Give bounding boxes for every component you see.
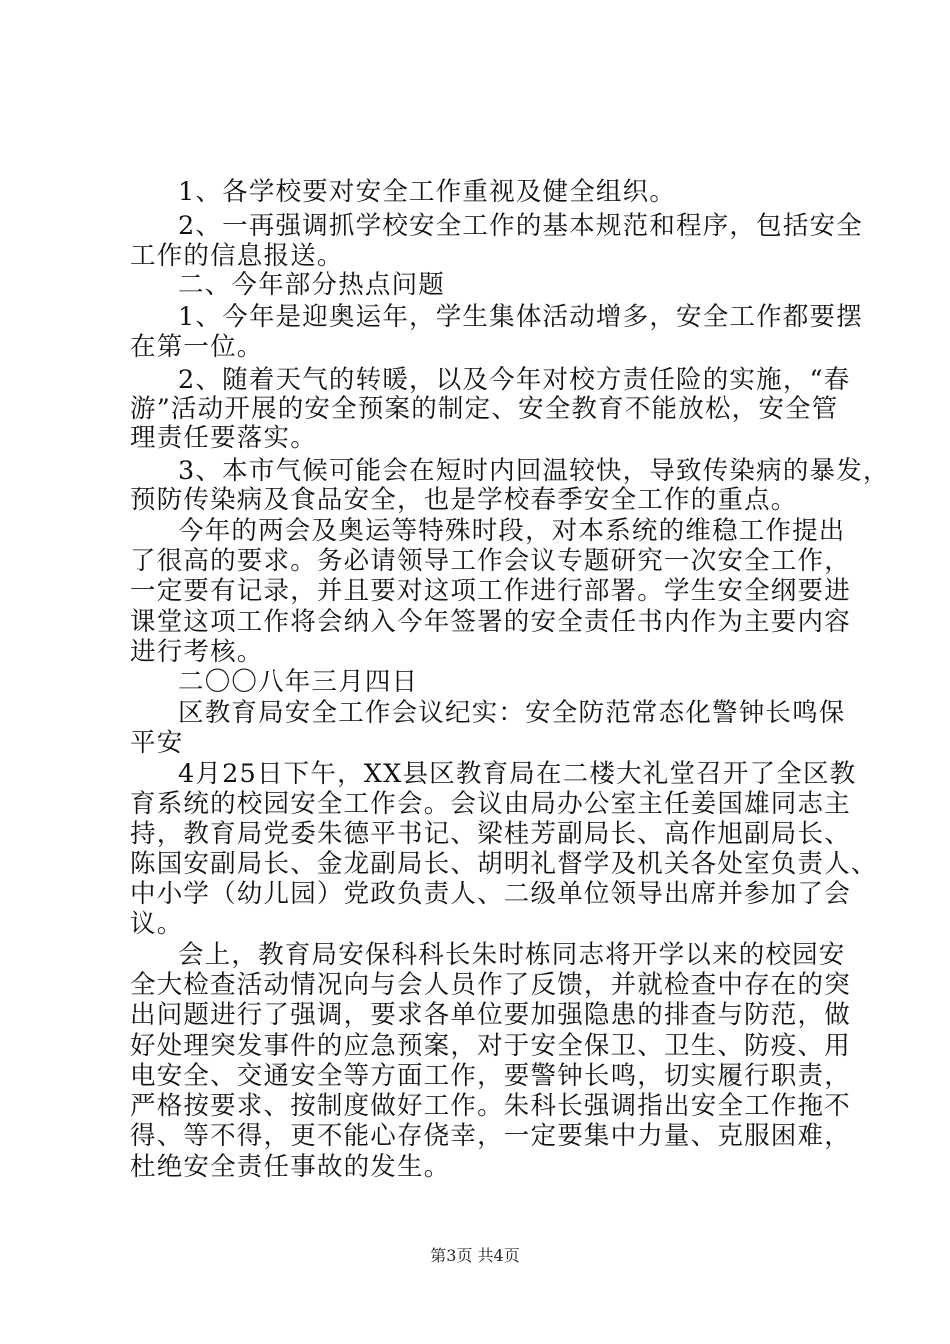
text-line: 陈国安副局长、金龙副局长、胡明礼督学及机关各处室负责人、 bbox=[130, 849, 878, 879]
text-line: 中小学（幼儿园）党政负责人、二级单位领导出席并参加了会 bbox=[130, 879, 851, 909]
text-line: 课堂这项工作将会纳入今年签署的安全责任书内作为主要内容 bbox=[130, 607, 851, 637]
article-title: 平安 bbox=[130, 728, 184, 758]
text-line: 今年的两会及奥运等特殊时段，对本系统的维稳工作提出 bbox=[178, 516, 846, 546]
text-line: 在第一位。 bbox=[130, 332, 264, 362]
text-line: 电安全、交通安全等方面工作，要警钟长鸣，切实履行职责， bbox=[130, 1061, 851, 1091]
page-number-footer: 第3页 共4页 bbox=[430, 1246, 520, 1265]
text-line: 了很高的要求。务必请领导工作会议专题研究一次安全工作， bbox=[130, 546, 851, 576]
text-line: 严格按要求、按制度做好工作。朱科长强调指出安全工作拖不 bbox=[130, 1091, 851, 1121]
text-line: 得、等不得，更不能心存侥幸，一定要集中力量、克服困难， bbox=[130, 1121, 851, 1151]
text-line: 3、本市气候可能会在短时内回温较快，导致传染病的暴发， bbox=[178, 456, 890, 486]
section-heading: 二、今年部分热点问题 bbox=[178, 270, 446, 300]
date-line: 二〇〇八年三月四日 bbox=[178, 667, 419, 697]
text-line: 议。 bbox=[130, 909, 184, 939]
text-line: 一定要有记录，并且要对这项工作进行部署。学生安全纲要进 bbox=[130, 576, 851, 606]
text-line: 杜绝安全责任事故的发生。 bbox=[130, 1152, 451, 1182]
text-line: 出问题进行了强调，要求各单位要加强隐患的排查与防范，做 bbox=[130, 1000, 851, 1030]
text-line: 进行考核。 bbox=[130, 637, 264, 667]
text-line: 1、今年是迎奥运年，学生集体活动增多，安全工作都要摆 bbox=[178, 302, 863, 332]
text-line: 2、随着天气的转暖，以及今年对校方责任险的实施，“春 bbox=[178, 365, 851, 395]
text-line: 好处理突发事件的应急预案，对于安全保卫、卫生、防疫、用 bbox=[130, 1031, 851, 1061]
text-line: 工作的信息报送。 bbox=[130, 241, 344, 271]
text-line: 持，教育局党委朱德平书记、梁桂芳副局长、高作旭副局长、 bbox=[130, 819, 851, 849]
article-title: 区教育局安全工作会议纪实：安全防范常态化警钟长鸣保 bbox=[178, 698, 846, 728]
text-line: 预防传染病及食品安全，也是学校春季安全工作的重点。 bbox=[130, 485, 798, 515]
text-line: 4月25日下午，XX县区教育局在二楼大礼堂召开了全区教 bbox=[178, 759, 857, 789]
text-line: 游”活动开展的安全预案的制定、安全教育不能放松，安全管 bbox=[130, 394, 839, 424]
text-line: 1、各学校要对安全工作重视及健全组织。 bbox=[178, 177, 677, 207]
text-line: 会上，教育局安保科科长朱时栋同志将开学以来的校园安 bbox=[178, 940, 846, 970]
text-line: 育系统的校园安全工作会。会议由局办公室主任姜国雄同志主 bbox=[130, 789, 851, 819]
text-line: 理责任要落实。 bbox=[130, 423, 317, 453]
text-line: 2、一再强调抓学校安全工作的基本规范和程序，包括安全 bbox=[178, 211, 863, 241]
text-line: 全大检查活动情况向与会人员作了反馈，并就检查中存在的突 bbox=[130, 970, 851, 1000]
